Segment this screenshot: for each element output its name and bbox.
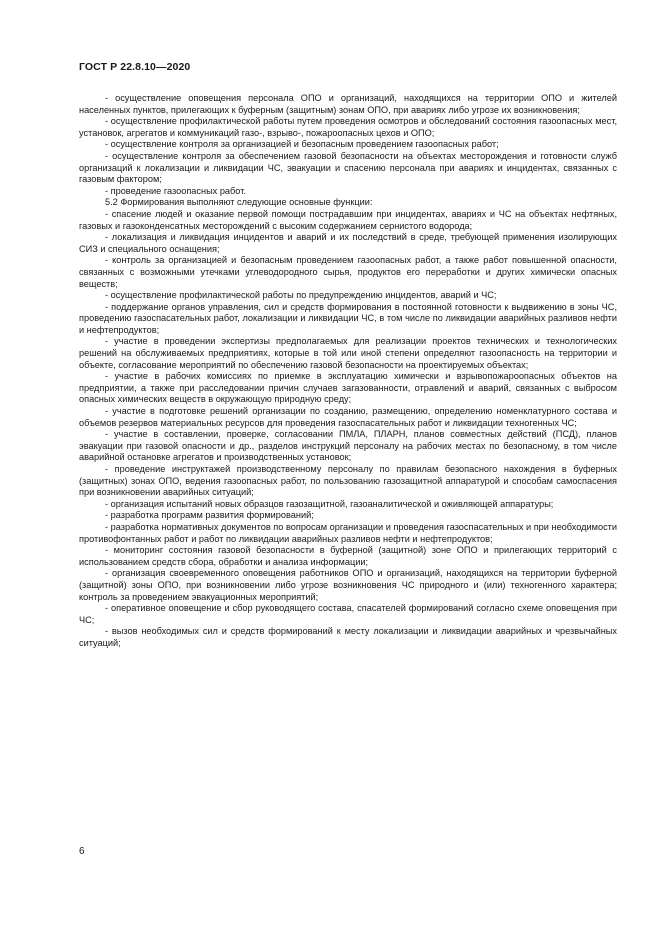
paragraph: - участие в рабочих комиссиях по приемке в эксплуатацию химически и взрывопожароопасных объектов на предприятии, а также при расследовании причин случаев загазованности, отравлений и аварий, связанных с выбросом опасных химических веществ в окружающую природную среду; [79, 371, 617, 405]
paragraph: - контроль за организацией и безопасным проведением газоопасных работ, а также работ повышенной опасности, связанных с возможными утечками углеводородного сырья, продуктов его переработки и других химически опасных веществ; [79, 255, 617, 289]
paragraph: - проведение газоопасных работ. [105, 185, 246, 196]
paragraph: - осуществление контроля за организацией и безопасным проведением газоопасных работ; [105, 139, 499, 150]
paragraph: - локализация и ликвидация инцидентов и аварий и их последствий в среде, требующей применения изолирующих СИЗ и специального оснащения; [79, 232, 617, 254]
paragraph: - осуществление контроля за обеспечением газовой безопасности на объектах месторождения и готовности служб организаций к локализации и ликвидации ЧС, эвакуации и спасению персонала при авариях и инцидентах, связанных с газовым фактором; [79, 150, 617, 185]
page-number: 6 [79, 846, 85, 857]
paragraph: - поддержание органов управления, сил и средств формирования в постоянной готовности к выдвижению в зоны ЧС, проведению газоспасательных работ, локализации и ликвидации ЧС, в том числе по ликвидации аварийных разливов нефти и нефтепродуктов; [79, 301, 617, 335]
paragraph: - осуществление оповещения персонала ОПО и организаций, находящихся на территории ОПО и жителей населенных пунктов, прилегающих к буферным (защитным) зонам ОПО, при авариях либо угрозе их возникновения; [79, 93, 617, 115]
paragraph: - участие в составлении, проверке, согласовании ПМЛА, ПЛАРН, планов совместных действий (ПСД), планов эвакуации при газовой опасности и др., разделов инструкций персоналу на рабочих местах по безопасному, в том числе аварийной остановке агрегатов и производственных установок; [79, 429, 617, 463]
paragraph: 5.2 Формирования выполняют следующие основные функции: [105, 197, 373, 208]
paragraph: - участие в проведении экспертизы предполагаемых для реализации проектов технических и технологических решений на обслуживаемых предприятиях, которые в той или иной степени определяют газоопасность на территории и объекте, согласование мероприятий по обеспечению газовой безопасности на проектируемых объектах; [79, 336, 617, 370]
paragraph: - спасение людей и оказание первой помощи пострадавшим при инцидентах, авариях и ЧС на объектах нефтяных, газовых и газоконденсатных месторождений с высоким содержанием сернистого водорода; [79, 208, 617, 231]
paragraph: - оперативное оповещение и сбор руководящего состава, спасателей формирований согласно схеме оповещения при ЧС; [79, 603, 617, 625]
paragraph: - проведение инструктажей производственному персоналу по правилам безопасного нахождения в буферных (защитных) зонах ОПО, ведения газоопасных работ, по пользованию газозащитной аппаратурой и способам самоспасения при возникновении аварийных ситуаций; [79, 464, 617, 498]
paragraph: - разработка программ развития формирований; [105, 510, 314, 521]
paragraph: - осуществление профилактической работы путем проведения осмотров и обследований состояния газоопасных мест, установок, агрегатов и коммуникаций газо-, взрыво-, пожароопасных цехов и ОПО; [79, 116, 617, 138]
paragraph: - участие в подготовке решений организации по созданию, размещению, определению номенклатурного состава и объемов резервов материальных ресурсов для проведения газоспасательных работ и ликвидации техногенных ЧС; [79, 406, 617, 428]
body-text [79, 93, 617, 650]
paragraph: - мониторинг состояния газовой безопасности в буферной (защитной) зоне ОПО и прилегающих территорий с использованием средств сбора, обработки и анализа информации; [79, 545, 617, 567]
document-header: ГОСТ Р 22.8.10—2020 [79, 61, 191, 73]
paragraph: - разработка нормативных документов по вопросам организации и проведения газоспасательных и при необходимости противофонтанных работ и работ по ликвидации аварийных разливов нефти и нефтепродуктов; [79, 521, 617, 544]
paragraph: - осуществление профилактической работы по предупреждению инцидентов, аварий и ЧС; [105, 290, 497, 301]
paragraph: - организация испытаний новых образцов газозащитной, газоаналитической и оживляющей аппаратуры; [105, 498, 554, 509]
paragraph: - вызов необходимых сил и средств формирований к месту локализации и ликвидации аварийных и чрезвычайных ситуаций; [79, 626, 617, 648]
paragraph: - организация своевременного оповещения работников ОПО и организаций, находящихся на территории буферной (защитной) зоны ОПО, при возникновении либо угрозе возникновения ЧС природного и (или) техногенного характера; контроль за проведением эвакуационных мероприятий; [79, 568, 617, 602]
